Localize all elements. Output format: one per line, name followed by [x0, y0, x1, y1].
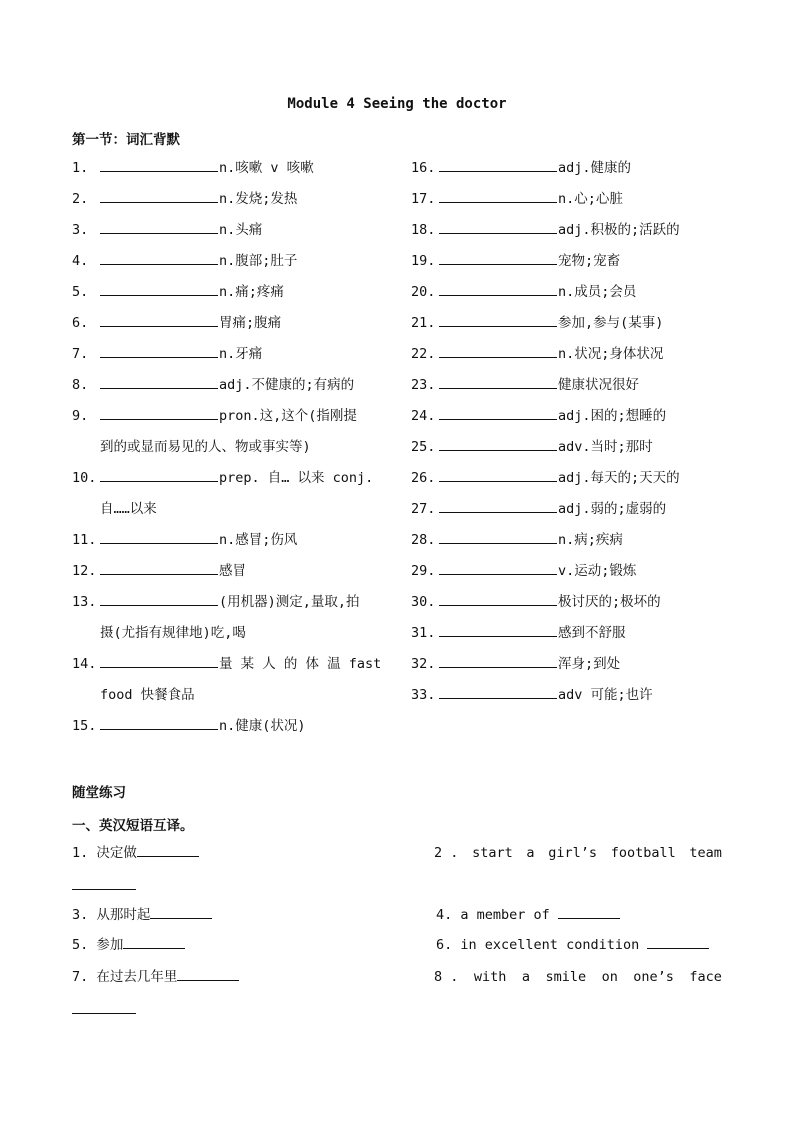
phrase-word: with	[473, 969, 507, 985]
vocab-item	[72, 530, 297, 550]
answer-blank[interactable]	[439, 406, 557, 420]
answer-blank[interactable]	[100, 468, 218, 482]
item-number: 23.	[411, 377, 436, 393]
item-number: 32.	[411, 656, 436, 672]
item-number: 18.	[411, 222, 436, 238]
item-definition: (用机器)测定,量取,拍	[219, 594, 360, 610]
item-number: 8.	[72, 377, 89, 393]
phrase-word: a	[526, 845, 535, 861]
item-definition: 宠物;宠畜	[558, 253, 621, 269]
item-number: 2.	[72, 191, 89, 207]
item-definition: n.腹部;肚子	[219, 253, 298, 269]
phrase-text: 参加	[96, 937, 124, 953]
answer-blank[interactable]	[558, 905, 620, 919]
item-number: 15.	[72, 718, 97, 734]
item-number: 13.	[72, 594, 97, 610]
item-definition: n.感冒;伤风	[219, 532, 298, 548]
phrase-item-5	[72, 935, 185, 955]
item-number: 33.	[411, 687, 436, 703]
vocab-item	[72, 561, 246, 581]
phrase-text: 在过去几年里	[96, 969, 178, 985]
vocab-item	[411, 685, 653, 705]
item-definition: adj.不健康的;有病的	[219, 377, 355, 393]
answer-blank[interactable]	[439, 220, 557, 234]
vocab-item	[411, 282, 636, 302]
answer-blank[interactable]	[137, 843, 199, 857]
item-definition: n.病;疾病	[558, 532, 623, 548]
phrase-word: team	[689, 845, 722, 861]
vocab-item	[72, 592, 360, 612]
item-number: 19.	[411, 253, 436, 269]
item-number: 3.	[72, 222, 89, 238]
vocab-item	[72, 158, 314, 178]
vocab-item	[411, 468, 680, 488]
item-definition: adj.积极的;活跃的	[558, 222, 680, 238]
answer-blank[interactable]	[439, 189, 557, 203]
answer-blank[interactable]	[439, 468, 557, 482]
answer-blank[interactable]	[100, 716, 218, 730]
answer-blank[interactable]	[150, 905, 212, 919]
item-definition: n.状况;身体状况	[558, 346, 664, 362]
phrase-word: one’s	[633, 969, 674, 985]
answer-blank[interactable]	[100, 592, 218, 606]
phrase-item-6	[436, 935, 709, 955]
item-definition: adj.每天的;天天的	[558, 470, 680, 486]
answer-blank[interactable]	[100, 158, 218, 172]
item-definition: adj.弱的;虚弱的	[558, 501, 667, 517]
vocab-item	[72, 189, 297, 209]
answer-blank[interactable]	[100, 654, 218, 668]
answer-blank[interactable]	[100, 561, 218, 575]
item-definition: n.牙痛	[219, 346, 263, 362]
item-definition: 量 某 人 的 体 温 fast	[219, 656, 382, 672]
answer-blank[interactable]	[439, 654, 557, 668]
item-number: 4.	[72, 253, 89, 269]
vocab-item	[411, 251, 620, 271]
phrase-word: 8 .	[434, 969, 459, 985]
phrase-word: on	[601, 969, 618, 985]
vocab-item	[72, 313, 281, 333]
section-heading-practice: 随堂练习	[72, 785, 126, 801]
answer-blank[interactable]	[439, 344, 557, 358]
item-definition: adj.健康的	[558, 160, 632, 176]
phrase-item-8	[434, 967, 722, 987]
item-definition: 浑身;到处	[558, 656, 621, 672]
phrase-item-2	[434, 843, 722, 863]
answer-blank[interactable]	[439, 375, 557, 389]
item-number: 11.	[72, 532, 97, 548]
vocab-item	[72, 375, 354, 395]
item-definition: n.发烧;发热	[219, 191, 298, 207]
answer-blank[interactable]	[100, 375, 218, 389]
item-number: 20.	[411, 284, 436, 300]
answer-blank[interactable]	[177, 967, 239, 981]
phrase-item-4	[436, 905, 620, 925]
phrase-word: smile	[545, 969, 587, 985]
vocab-item	[72, 406, 357, 426]
answer-blank[interactable]	[439, 623, 557, 637]
phrase-number: 5.	[72, 937, 89, 953]
phrase-word: 2 .	[434, 845, 459, 861]
answer-blank[interactable]	[100, 189, 218, 203]
item-definition: prep. 自… 以来 conj.	[219, 470, 374, 486]
answer-blank[interactable]	[439, 251, 557, 265]
answer-blank[interactable]	[100, 220, 218, 234]
answer-blank[interactable]	[439, 685, 557, 699]
item-definition-continued: food 快餐食品	[100, 687, 195, 703]
item-definition: n.成员;会员	[558, 284, 637, 300]
item-number: 30.	[411, 594, 436, 610]
item-definition: adj.困的;想睡的	[558, 408, 667, 424]
phrase-number: 7.	[72, 969, 89, 985]
answer-blank[interactable]	[72, 889, 136, 890]
answer-blank[interactable]	[439, 158, 557, 172]
vocab-item	[411, 189, 623, 209]
item-definition: n.心;心脏	[558, 191, 623, 207]
item-definition: 胃痛;腹痛	[219, 315, 282, 331]
item-number: 16.	[411, 160, 436, 176]
vocab-item	[72, 251, 297, 271]
vocab-item	[411, 592, 661, 612]
vocab-item	[72, 344, 262, 364]
answer-blank[interactable]	[72, 1013, 136, 1014]
answer-blank[interactable]	[439, 592, 557, 606]
answer-blank[interactable]	[439, 530, 557, 544]
vocab-item	[411, 220, 680, 240]
vocab-item	[411, 530, 623, 550]
phrase-number: 3.	[72, 907, 89, 923]
item-number: 24.	[411, 408, 436, 424]
item-definition: adv.当时;那时	[558, 439, 653, 455]
answer-blank[interactable]	[123, 935, 185, 949]
vocab-item	[411, 344, 663, 364]
item-definition: n.头痛	[219, 222, 263, 238]
item-definition: 感冒	[219, 563, 246, 579]
vocab-item	[411, 437, 653, 457]
item-number: 28.	[411, 532, 436, 548]
answer-blank[interactable]	[100, 313, 218, 327]
phrase-text: a member of	[460, 907, 558, 923]
page-title: Module 4 Seeing the doctor	[287, 96, 507, 112]
item-number: 25.	[411, 439, 436, 455]
phrase-text: 决定做	[96, 845, 137, 861]
phrase-text: in excellent condition	[460, 937, 648, 953]
phrase-text: 从那时起	[96, 907, 151, 923]
item-definition: n.痛;疼痛	[219, 284, 284, 300]
phrase-number: 4.	[436, 907, 453, 923]
vocab-item	[411, 158, 631, 178]
phrase-word: football	[610, 845, 676, 861]
item-number: 26.	[411, 470, 436, 486]
item-definition: 参加,参与(某事)	[558, 315, 664, 331]
answer-blank[interactable]	[439, 437, 557, 451]
item-number: 27.	[411, 501, 436, 517]
phrase-item-1	[72, 843, 199, 863]
answer-blank[interactable]	[439, 282, 557, 296]
vocab-item	[72, 716, 306, 736]
answer-blank[interactable]	[100, 282, 218, 296]
item-number: 9.	[72, 408, 89, 424]
item-definition: n.咳嗽 v 咳嗽	[219, 160, 314, 176]
item-number: 7.	[72, 346, 89, 362]
item-number: 17.	[411, 191, 436, 207]
item-number: 31.	[411, 625, 436, 641]
item-number: 29.	[411, 563, 436, 579]
item-definition: 感到不舒服	[558, 625, 626, 641]
item-definition: 极讨厌的;极坏的	[558, 594, 661, 610]
answer-blank[interactable]	[439, 561, 557, 575]
vocab-item	[72, 654, 381, 674]
vocab-item	[411, 623, 626, 643]
vocab-item	[411, 406, 666, 426]
item-number: 12.	[72, 563, 97, 579]
sub-heading-translation: 一、英汉短语互译。	[72, 818, 194, 834]
answer-blank[interactable]	[100, 530, 218, 544]
item-number: 1.	[72, 160, 89, 176]
section-heading-vocab: 第一节：词汇背默	[72, 132, 180, 148]
item-number: 6.	[72, 315, 89, 331]
answer-blank[interactable]	[100, 406, 218, 420]
item-definition: n.健康(状况)	[219, 718, 306, 734]
vocab-item	[411, 499, 666, 519]
phrase-item-3	[72, 905, 212, 925]
answer-blank[interactable]	[647, 935, 709, 949]
item-definition: 健康状况很好	[558, 377, 639, 393]
item-number: 14.	[72, 656, 97, 672]
item-number: 21.	[411, 315, 436, 331]
vocab-item	[72, 220, 262, 240]
answer-blank[interactable]	[100, 344, 218, 358]
vocab-item	[411, 654, 620, 674]
phrase-word: start	[472, 845, 513, 861]
phrase-word: face	[689, 969, 722, 985]
vocab-item	[411, 375, 639, 395]
phrase-number: 6.	[436, 937, 453, 953]
item-definition: v.运动;锻炼	[558, 563, 637, 579]
item-definition-continued: 到的或显而易见的人、物或事实等)	[100, 439, 311, 455]
answer-blank[interactable]	[439, 499, 557, 513]
vocab-item	[72, 468, 373, 488]
phrase-word: a	[521, 969, 530, 985]
item-number: 10.	[72, 470, 97, 486]
item-definition-continued: 摄(尤指有规律地)吃,喝	[100, 625, 246, 641]
item-number: 22.	[411, 346, 436, 362]
phrase-item-7	[72, 967, 239, 987]
answer-blank[interactable]	[439, 313, 557, 327]
phrase-number: 1.	[72, 845, 89, 861]
vocab-item	[411, 561, 636, 581]
item-definition: adv 可能;也许	[558, 687, 653, 703]
vocab-item	[411, 313, 663, 333]
vocab-item	[72, 282, 284, 302]
item-definition-continued: 自……以来	[100, 501, 157, 517]
item-number: 5.	[72, 284, 89, 300]
answer-blank[interactable]	[100, 251, 218, 265]
item-definition: pron.这,这个(指刚提	[219, 408, 357, 424]
phrase-word: girl’s	[548, 845, 598, 861]
